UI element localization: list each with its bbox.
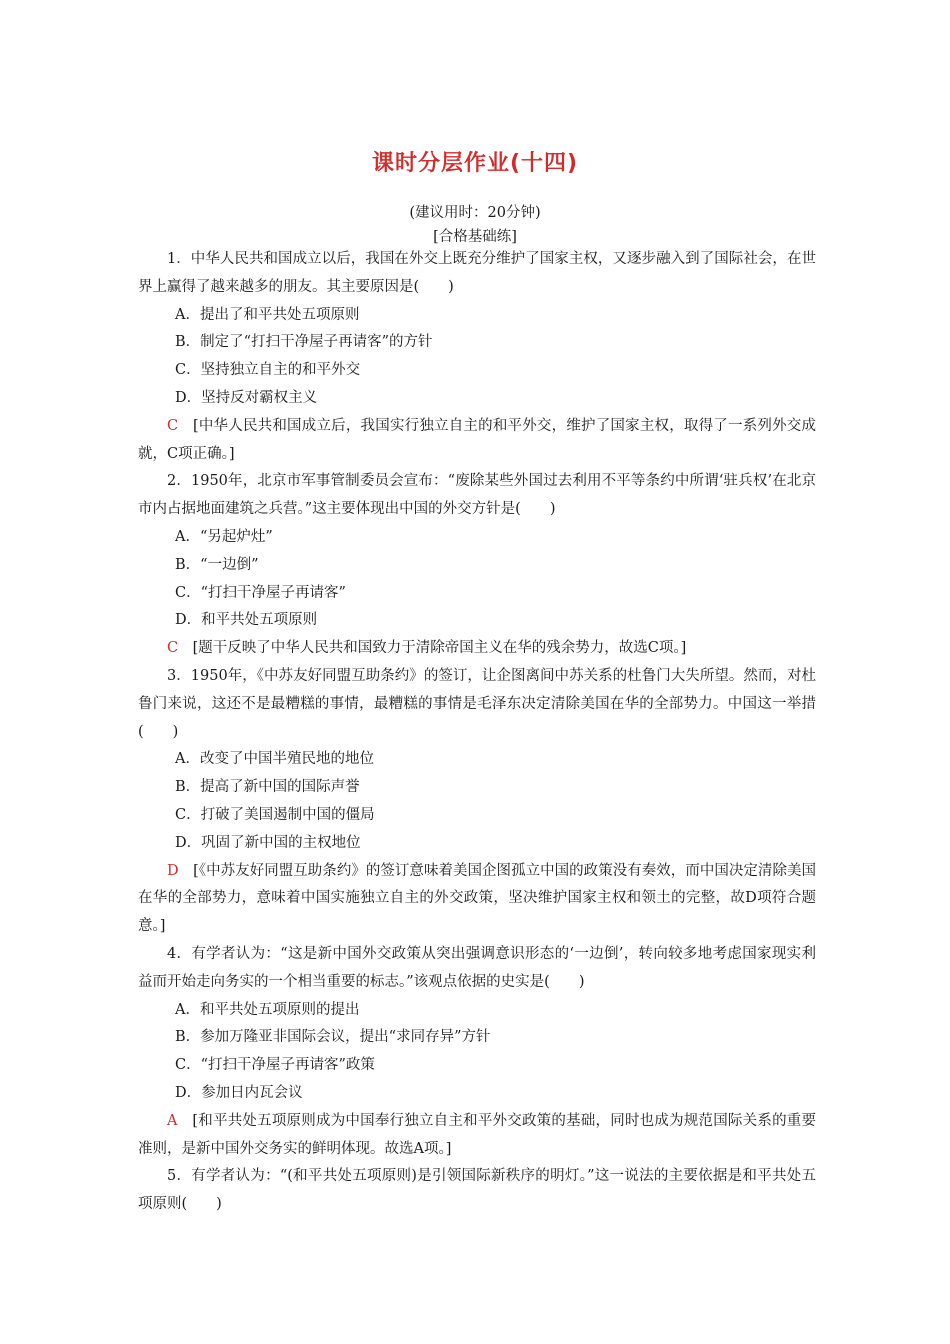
question-block — [138, 1163, 816, 1219]
answer-letter: C — [167, 417, 179, 434]
answer-letter: A — [167, 1112, 178, 1129]
option-d: D．参加日内瓦会议 — [175, 1084, 303, 1101]
answer-explanation — [138, 413, 816, 469]
question-list — [138, 246, 816, 1219]
explanation-text: [《中苏友好同盟互助条约》的签订意味着美国企图孤立中国的政策没有奏效，而中国决定清除美国在华的全部势力，意味着中国实施独立自主的外交政策，坚决维护国家主权和领土的完整，故D项符合题意。] — [138, 862, 816, 935]
question-stem: 1．中华人民共和国成立以后，我国在外交上既充分维护了国家主权，又逐步融入到了国际社会，在世界上赢得了越来越多的朋友。其主要原因是( ) — [138, 251, 816, 295]
option-a: A．“另起炉灶” — [175, 528, 273, 545]
option-d: D．坚持反对霸权主义 — [175, 389, 318, 406]
option-c: C．打破了美国遏制中国的僵局 — [175, 806, 375, 823]
question-stem: 4．有学者认为：“这是新中国外交政策从突出强调意识形态的‘一边倒’，转向较多地考虑国家现实利益而开始走向务实的一个相当重要的标志。”该观点依据的史实是( ) — [138, 945, 816, 990]
question-stem: 3．1950年，《中苏友好同盟互助条约》的签订，让企图离间中苏关系的杜鲁门大失所望。然而，对杜鲁门来说，这还不是最糟糕的事情，最糟糕的事情是毛泽东决定清除美国在华的全部势力。中国这一举措( ) — [138, 667, 816, 740]
option-d: D．和平共处五项原则 — [175, 612, 318, 629]
explanation-text: [中华人民共和国成立后，我国实行独立自主的和平外交，维护了国家主权，取得了一系列外交成就，C项正确。] — [138, 417, 816, 462]
question-block — [138, 941, 816, 1163]
time-suggestion: (建议用时：20分钟) — [409, 205, 541, 221]
option-c: C．“打扫干净屋子再请客” — [175, 584, 346, 601]
option-b: B．“一边倒” — [175, 556, 259, 573]
answer-explanation — [138, 1108, 816, 1164]
explanation-text: [和平共处五项原则成为中国奉行独立自主和平外交政策的基础，同时也成为规范国际关系的重要准则，是新中国外交务实的鲜明体现。故选A项。] — [138, 1112, 816, 1157]
section-heading: [合格基础练] — [433, 229, 517, 245]
question-block — [138, 468, 816, 663]
option-c: C．“打扫干净屋子再请客”政策 — [175, 1057, 375, 1074]
answer-letter: D — [167, 862, 179, 879]
answer-letter: C — [167, 640, 179, 657]
page-title: 课时分层作业(十四) — [371, 151, 579, 176]
option-a: A．和平共处五项原则的提出 — [175, 1001, 360, 1018]
option-a: A．提出了和平共处五项原则 — [175, 306, 360, 323]
question-stem: 5．有学者认为：“(和平共处五项原则)是引领国际新秩序的明灯。”这一说法的主要依据是和平共处五项原则( ) — [138, 1168, 816, 1213]
option-d: D．巩固了新中国的主权地位 — [175, 834, 361, 851]
answer-explanation — [138, 858, 816, 941]
option-b: B．参加万隆亚非国际会议，提出“求同存异”方针 — [175, 1029, 491, 1046]
question-block — [138, 246, 816, 468]
explanation-text: [题干反映了中华人民共和国致力于清除帝国主义在华的残余势力，故选C项。] — [178, 640, 687, 657]
option-b: B．制定了“打扫干净屋子再请客”的方针 — [175, 334, 433, 351]
option-a: A．改变了中国半殖民地的地位 — [175, 751, 374, 768]
answer-explanation — [138, 635, 816, 663]
option-b: B．提高了新中国的国际声誉 — [175, 779, 360, 796]
option-c: C．坚持独立自主的和平外交 — [175, 362, 361, 379]
question-stem: 2．1950年，北京市军事管制委员会宣布：“废除某些外国过去利用不平等条约中所谓‘驻兵权’在北京市内占据地面建筑之兵营。”这主要体现出中国的外交方针是( ) — [138, 473, 816, 518]
question-block — [138, 663, 816, 941]
